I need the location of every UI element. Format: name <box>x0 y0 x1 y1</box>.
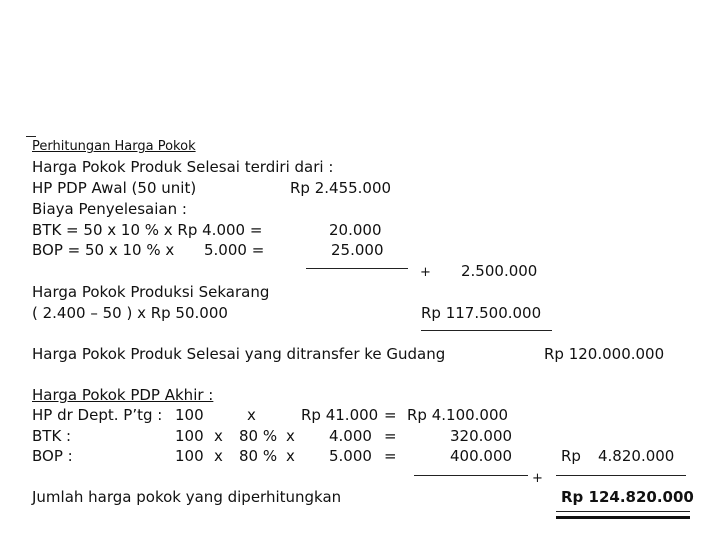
produksi-sekarang-calc: ( 2.400 – 50 ) x Rp 50.000 <box>32 304 228 322</box>
pdp-row-eq: = <box>384 427 397 445</box>
pdp-sum-currency: Rp <box>561 447 581 465</box>
pdp-row-label: BTK : <box>32 427 72 445</box>
bop-label: BOP = 50 x 10 % x <box>32 241 175 259</box>
pdp-sum-rule <box>414 475 528 476</box>
pdp-row-price: 4.000 <box>329 427 372 445</box>
plus-sign-2: + <box>532 471 543 486</box>
grand-total-amount: Rp 124.820.000 <box>561 488 694 506</box>
pdp-row-total: Rp 4.100.000 <box>407 406 509 424</box>
pdp-row-price: 5.000 <box>329 447 372 465</box>
pdp-row-qty: 100 <box>175 406 204 424</box>
pdp-row-label: BOP : <box>32 447 73 465</box>
bop-unit: 5.000 = <box>204 241 265 259</box>
transfer-amount: Rp 120.000.000 <box>544 345 665 363</box>
pdp-row-x1: x <box>214 447 223 465</box>
btk-amount: 20.000 <box>329 221 382 239</box>
hp-pdp-awal-amount: Rp 2.455.000 <box>290 179 392 197</box>
pdp-row-qty: 100 <box>175 447 204 465</box>
plus-sign-1: + <box>420 265 431 280</box>
double-rule-top <box>556 511 690 512</box>
produksi-sekarang-title: Harga Pokok Produksi Sekarang <box>32 283 270 301</box>
completion-subtotal: 2.500.000 <box>461 262 538 280</box>
top-dash <box>26 136 36 137</box>
completion-sum-rule <box>306 268 408 269</box>
pdp-sum-amount: 4.820.000 <box>598 447 675 465</box>
grand-total-label: Jumlah harga pokok yang diperhitungkan <box>32 488 342 506</box>
bop-amount: 25.000 <box>331 241 384 259</box>
hp-pdp-awal-label: HP PDP Awal (50 unit) <box>32 179 197 197</box>
pdp-row-x2: x <box>286 427 295 445</box>
pdp-row-qty: 100 <box>175 427 204 445</box>
transfer-label: Harga Pokok Produk Selesai yang ditransfer ke Gudang <box>32 345 446 363</box>
section-heading: Perhitungan Harga Pokok <box>32 139 196 154</box>
pdp-akhir-title: Harga Pokok PDP Akhir : <box>32 386 214 404</box>
pdp-row-label: HP dr Dept. P’tg : <box>32 406 163 424</box>
pre-total-rule <box>556 475 686 476</box>
pdp-row-x2: x <box>286 447 295 465</box>
pdp-row-price: Rp 41.000 <box>301 406 379 424</box>
pdp-row-pct: 80 % <box>239 427 278 445</box>
btk-label: BTK = 50 x 10 % x Rp 4.000 = <box>32 221 263 239</box>
produksi-sekarang-amount: Rp 117.500.000 <box>421 304 542 322</box>
pdp-row-total: 320.000 <box>450 427 513 445</box>
transfer-rule <box>421 330 552 331</box>
pdp-row-x1: x <box>247 406 256 424</box>
double-rule-bottom <box>556 516 690 519</box>
pdp-row-pct: 80 % <box>239 447 278 465</box>
cogm-title: Harga Pokok Produk Selesai terdiri dari : <box>32 158 334 176</box>
pdp-row-x1: x <box>214 427 223 445</box>
pdp-row-total: 400.000 <box>450 447 513 465</box>
pdp-row-eq: = <box>384 447 397 465</box>
pdp-row-eq: = <box>384 406 397 424</box>
biaya-penyelesaian-label: Biaya Penyelesaian : <box>32 200 187 218</box>
